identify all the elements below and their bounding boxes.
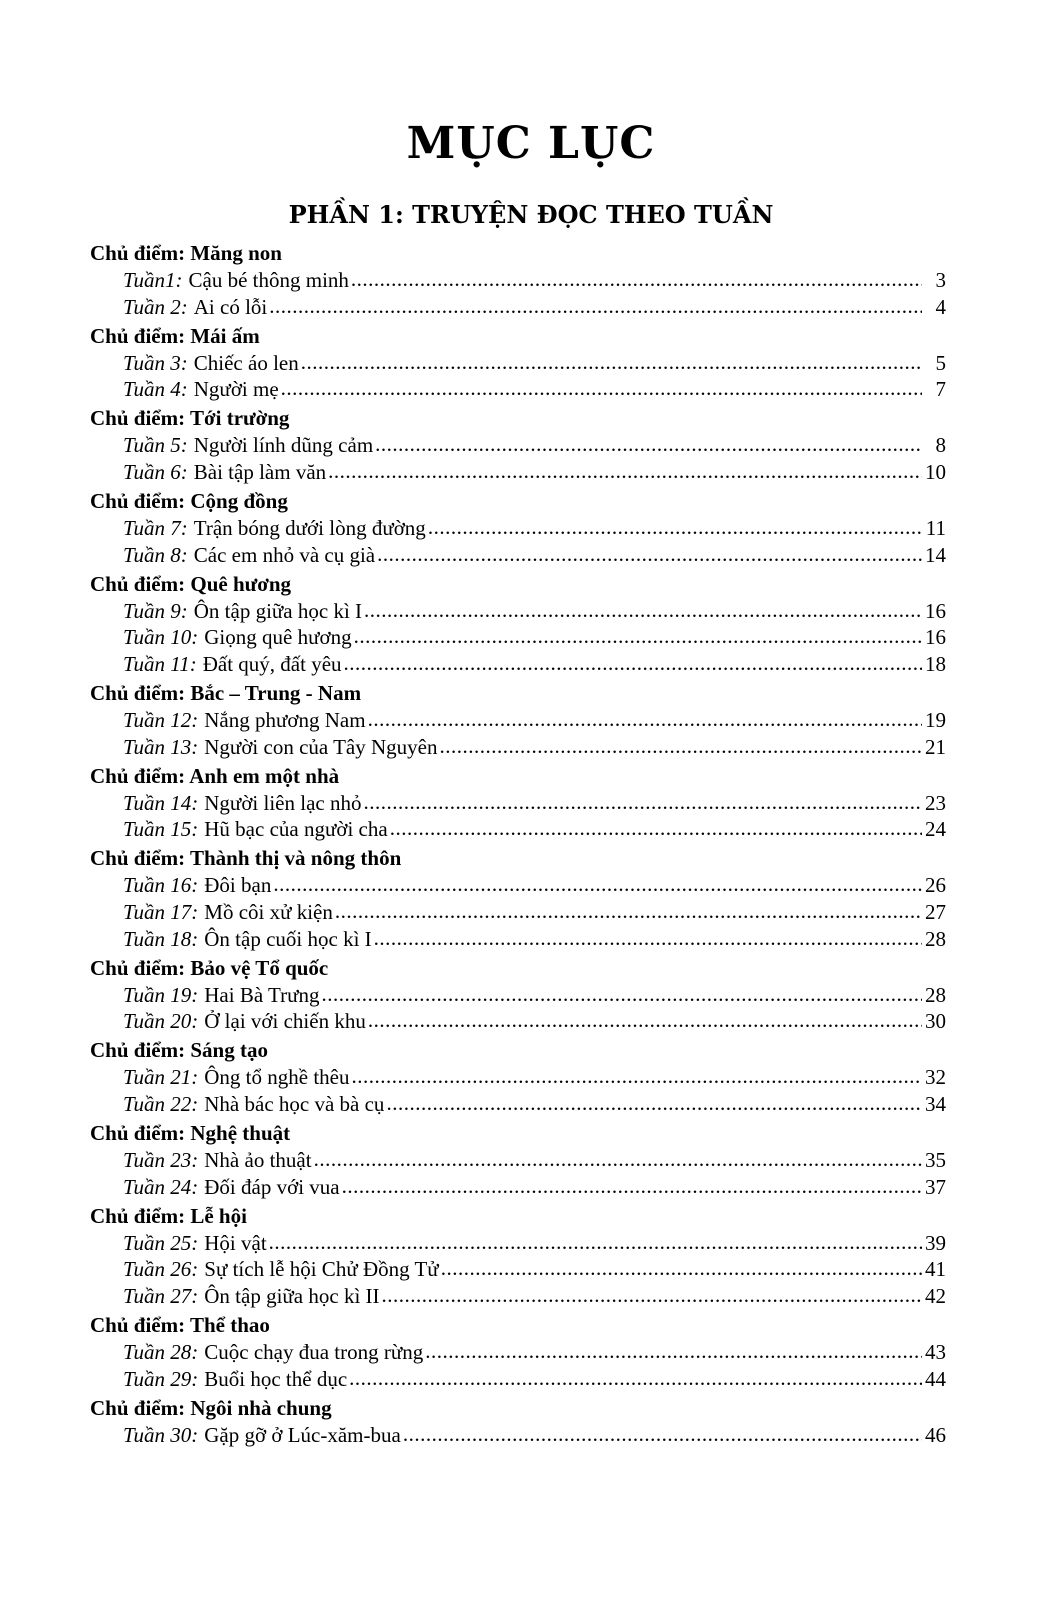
dot-leader	[349, 1365, 922, 1392]
entry-page-number: 8	[935, 433, 946, 458]
entry-week: Tuần 11:	[123, 651, 197, 676]
dot-leader	[375, 431, 922, 458]
toc-section	[90, 323, 946, 406]
entry-title: Đất quý, đất yêu	[202, 651, 342, 676]
entry-page-number: 37	[925, 1174, 946, 1199]
entry-title: Người mẹ	[193, 377, 279, 402]
toc-entry[interactable]	[90, 651, 946, 678]
topic-label: Chủ điểm	[90, 323, 179, 348]
toc-entry[interactable]	[90, 1283, 946, 1310]
toc-section	[90, 405, 946, 488]
dot-leader	[363, 789, 922, 816]
entry-week: Tuần 2:	[123, 294, 188, 319]
entry-title: Ôn tập giữa học kì I	[193, 598, 363, 623]
entry-title: Đôi bạn	[204, 873, 272, 898]
toc-entry[interactable]	[90, 899, 946, 926]
entry-title: Chiếc áo len	[193, 350, 299, 375]
toc-entry[interactable]	[90, 1422, 946, 1449]
toc-section	[90, 1203, 946, 1312]
dot-leader	[342, 1173, 922, 1200]
entry-title: Hội vật	[204, 1230, 267, 1255]
toc-entry[interactable]	[90, 1091, 946, 1118]
entry-title: Trận bóng dưới lòng đường	[193, 516, 426, 541]
entry-title: Ông tổ nghề thêu	[204, 1065, 350, 1090]
topic-name: Măng non	[190, 241, 282, 265]
topic-heading: Chủ điểm: Ngôi nhà chung	[90, 1395, 332, 1420]
toc-entry[interactable]	[90, 982, 946, 1009]
dot-leader	[344, 650, 922, 677]
entry-title: Mồ côi xử kiện	[204, 900, 333, 924]
entry-week: Tuần 23:	[123, 1148, 199, 1173]
toc-entry[interactable]	[90, 926, 946, 953]
entry-page-number: 10	[925, 459, 946, 484]
toc-section	[90, 488, 946, 571]
entry-week: Tuần 22:	[123, 1091, 199, 1116]
entry-week: Tuần 24:	[123, 1174, 199, 1199]
entry-title: Cuộc chạy đua trong rừng	[204, 1340, 424, 1365]
entry-page-number: 16	[925, 625, 946, 650]
entry-title: Ôn tập cuối học kì I	[204, 926, 372, 951]
toc-section	[90, 571, 946, 680]
entry-title: Ai có lỗi	[193, 294, 268, 319]
dot-leader	[351, 266, 922, 293]
topic-label: Chủ điểm	[90, 1121, 179, 1146]
topic-name: Thể thao	[189, 1313, 270, 1338]
entry-week: Tuần 19:	[123, 982, 199, 1007]
dot-leader	[322, 981, 923, 1008]
topic-heading: Chủ điểm: Măng non	[90, 241, 282, 265]
entry-page-number: 41	[925, 1257, 946, 1282]
entry-page-number: 39	[925, 1230, 946, 1255]
entry-week: Tuần 13:	[123, 734, 199, 759]
entry-title: Người lính dũng cảm	[193, 433, 374, 458]
toc-entry[interactable]	[90, 1147, 946, 1174]
toc-entry[interactable]	[90, 542, 946, 569]
topic-name: Thành thị và nông thôn	[189, 846, 402, 871]
entry-week: Tuần 9:	[123, 598, 188, 623]
toc-section	[90, 1312, 946, 1395]
toc-entry[interactable]	[90, 707, 946, 734]
entry-title: Người con của Tây Nguyên	[204, 734, 438, 759]
dot-leader	[374, 925, 922, 952]
toc-entry[interactable]	[90, 1064, 946, 1091]
entry-week: Tuần 8:	[123, 542, 188, 567]
toc-entry[interactable]	[90, 598, 946, 625]
entry-page-number: 28	[925, 982, 946, 1007]
dot-leader	[368, 1007, 922, 1034]
entry-page-number: 23	[925, 790, 946, 815]
toc-entry[interactable]	[90, 872, 946, 899]
entry-title: Nhà ảo thuật	[204, 1148, 312, 1173]
topic-label: Chủ điểm	[90, 489, 179, 514]
entry-week: Tuần 3:	[123, 350, 188, 375]
entry-page-number: 32	[925, 1065, 946, 1090]
entry-title: Ở lại với chiến khu	[204, 1009, 366, 1034]
dot-leader	[269, 293, 922, 320]
dot-leader	[328, 458, 922, 485]
toc-section	[90, 955, 946, 1038]
toc-entry[interactable]	[90, 515, 946, 542]
toc-entry[interactable]	[90, 1008, 946, 1035]
entry-title: Hai Bà Trưng	[204, 982, 320, 1007]
entry-page-number: 30	[925, 1009, 946, 1034]
toc-entry[interactable]	[90, 1339, 946, 1366]
entry-title: Cậu bé thông minh	[188, 268, 349, 292]
toc-entry[interactable]	[90, 1366, 946, 1393]
entry-week: Tuần 28:	[123, 1340, 199, 1365]
entry-week: Tuần 26:	[123, 1257, 199, 1282]
topic-heading: Chủ điểm: Nghệ thuật	[90, 1121, 291, 1146]
entry-week: Tuần 20:	[123, 1009, 199, 1034]
entry-page-number: 14	[925, 542, 946, 567]
entry-week: Tuần 29:	[123, 1366, 199, 1391]
topic-label: Chủ điểm	[90, 571, 179, 596]
topic-label: Chủ điểm	[90, 406, 179, 431]
table-of-contents	[90, 240, 946, 1451]
entry-page-number: 44	[925, 1366, 946, 1391]
entry-week: Tuần 6:	[123, 459, 188, 484]
toc-entry[interactable]	[90, 1256, 946, 1283]
topic-label: Chủ điểm	[90, 1038, 179, 1063]
topic-heading: Chủ điểm: Mái ấm	[90, 323, 260, 348]
entry-week: Tuần 4:	[123, 377, 188, 402]
topic-heading: Chủ điểm: Cộng đồng	[90, 489, 288, 514]
entry-title: Ôn tập giữa học kì II	[204, 1283, 380, 1308]
entry-page-number: 34	[925, 1091, 946, 1116]
entry-page-number: 28	[925, 926, 946, 951]
entry-title: Nắng phương Nam	[204, 708, 366, 733]
topic-label: Chủ điểm	[90, 763, 179, 788]
entry-page-number: 7	[935, 377, 946, 402]
entry-title: Giọng quê hương	[204, 625, 352, 650]
dot-leader	[269, 1229, 922, 1256]
dot-leader	[425, 1338, 922, 1365]
topic-heading: Chủ điểm: Thành thị và nông thôn	[90, 846, 402, 871]
entry-title: Đối đáp với vua	[204, 1174, 340, 1199]
entry-week: Tuần 5:	[123, 433, 188, 458]
entry-title: Gặp gỡ ở Lúc-xăm-bua	[204, 1422, 401, 1447]
dot-leader	[403, 1421, 922, 1448]
entry-title: Các em nhỏ và cụ già	[193, 542, 376, 567]
entry-page-number: 18	[925, 651, 946, 676]
toc-entry[interactable]	[90, 350, 946, 377]
toc-entry[interactable]	[90, 459, 946, 486]
entry-page-number: 19	[925, 708, 946, 733]
dot-leader	[428, 514, 922, 541]
topic-name: Cộng đồng	[190, 489, 288, 514]
entry-title: Bài tập làm văn	[193, 459, 327, 484]
entry-week: Tuần 18:	[123, 926, 199, 951]
dot-leader	[382, 1282, 922, 1309]
toc-section	[90, 1037, 946, 1120]
entry-page-number: 16	[925, 598, 946, 623]
topic-name: Bảo vệ Tổ quốc	[190, 955, 329, 980]
entry-week: Tuần 21:	[123, 1065, 199, 1090]
toc-entry[interactable]	[90, 432, 946, 459]
topic-heading: Chủ điểm: Thể thao	[90, 1313, 270, 1338]
entry-page-number: 27	[925, 900, 946, 924]
entry-title: Người liên lạc nhỏ	[204, 790, 362, 815]
topic-name: Quê hương	[190, 571, 292, 596]
toc-section	[90, 763, 946, 846]
topic-heading: Chủ điểm: Lễ hội	[90, 1203, 247, 1228]
entry-page-number: 11	[925, 516, 946, 541]
part-heading: PHẦN 1: TRUYỆN ĐỌC THEO TUẦN	[288, 200, 774, 229]
entry-page-number: 3	[935, 268, 946, 292]
toc-section	[90, 845, 946, 954]
toc-entry[interactable]	[90, 734, 946, 761]
toc-section	[90, 240, 946, 323]
topic-name: Mái ấm	[190, 323, 260, 348]
dot-leader	[364, 597, 922, 624]
toc-entry[interactable]	[90, 294, 946, 321]
entry-page-number: 35	[925, 1148, 946, 1173]
topic-label: Chủ điểm	[90, 1313, 179, 1338]
entry-title: Nhà bác học và bà cụ	[204, 1091, 385, 1116]
toc-entry[interactable]	[90, 376, 946, 403]
topic-name: Nghệ thuật	[190, 1121, 291, 1146]
topic-label: Chủ điểm	[90, 846, 179, 871]
dot-leader	[352, 1063, 923, 1090]
entry-title: Sự tích lễ hội Chử Đồng Tử	[204, 1257, 439, 1282]
entry-page-number: 26	[925, 873, 946, 898]
dot-leader	[301, 349, 922, 376]
dot-leader	[273, 871, 922, 898]
dot-leader	[354, 623, 922, 650]
entry-week: Tuần1:	[123, 268, 183, 292]
entry-page-number: 5	[935, 350, 946, 375]
entry-week: Tuần 14:	[123, 790, 199, 815]
topic-label: Chủ điểm	[90, 1203, 179, 1228]
entry-page-number: 4	[935, 294, 946, 319]
topic-label: Chủ điểm	[90, 1395, 179, 1420]
page-title: MỤC LỤC	[406, 118, 656, 169]
topic-name: Bắc – Trung - Nam	[190, 681, 362, 706]
dot-leader	[335, 898, 922, 925]
topic-label: Chủ điểm	[90, 241, 179, 265]
entry-page-number: 46	[925, 1422, 946, 1447]
entry-page-number: 21	[925, 734, 946, 759]
topic-heading: Chủ điểm: Anh em một nhà	[90, 763, 340, 788]
entry-week: Tuần 16:	[123, 873, 199, 898]
entry-page-number: 24	[925, 817, 946, 842]
dot-leader	[281, 375, 922, 402]
toc-entry[interactable]	[90, 1174, 946, 1201]
topic-heading: Chủ điểm: Bắc – Trung - Nam	[90, 681, 362, 706]
topic-name: Anh em một nhà	[189, 763, 340, 788]
entry-week: Tuần 17:	[123, 900, 199, 924]
toc-entry[interactable]	[90, 1230, 946, 1257]
topic-label: Chủ điểm	[90, 955, 179, 980]
topic-name: Tới trường	[189, 406, 290, 431]
toc-section	[90, 1395, 946, 1451]
toc-entry[interactable]	[90, 267, 946, 294]
dot-leader	[314, 1146, 922, 1173]
entry-week: Tuần 15:	[123, 817, 199, 842]
topic-heading: Chủ điểm: Quê hương	[90, 571, 292, 596]
entry-page-number: 42	[925, 1283, 946, 1308]
dot-leader	[386, 1090, 922, 1117]
entry-page-number: 43	[925, 1340, 946, 1365]
entry-week: Tuần 12:	[123, 708, 199, 733]
entry-week: Tuần 7:	[123, 516, 188, 541]
entry-title: Buổi học thể dục	[204, 1366, 348, 1391]
topic-label: Chủ điểm	[90, 681, 179, 706]
topic-heading: Chủ điểm: Sáng tạo	[90, 1038, 268, 1063]
dot-leader	[377, 541, 922, 568]
toc-section	[90, 680, 946, 763]
toc-entry[interactable]	[90, 624, 946, 651]
topic-name: Ngôi nhà chung	[190, 1395, 332, 1420]
entry-week: Tuần 10:	[123, 625, 199, 650]
entry-week: Tuần 25:	[123, 1230, 199, 1255]
toc-section	[90, 1120, 946, 1203]
topic-heading: Chủ điểm: Bảo vệ Tổ quốc	[90, 955, 329, 980]
toc-entry[interactable]	[90, 816, 946, 843]
dot-leader	[390, 815, 922, 842]
entry-title: Hũ bạc của người cha	[204, 817, 388, 842]
topic-name: Sáng tạo	[190, 1038, 268, 1063]
entry-week: Tuần 27:	[123, 1283, 199, 1308]
topic-name: Lễ hội	[190, 1203, 247, 1228]
topic-heading: Chủ điểm: Tới trường	[90, 406, 290, 431]
entry-week: Tuần 30:	[123, 1422, 199, 1447]
toc-entry[interactable]	[90, 790, 946, 817]
dot-leader	[441, 1255, 922, 1282]
dot-leader	[439, 733, 922, 760]
dot-leader	[368, 706, 922, 733]
